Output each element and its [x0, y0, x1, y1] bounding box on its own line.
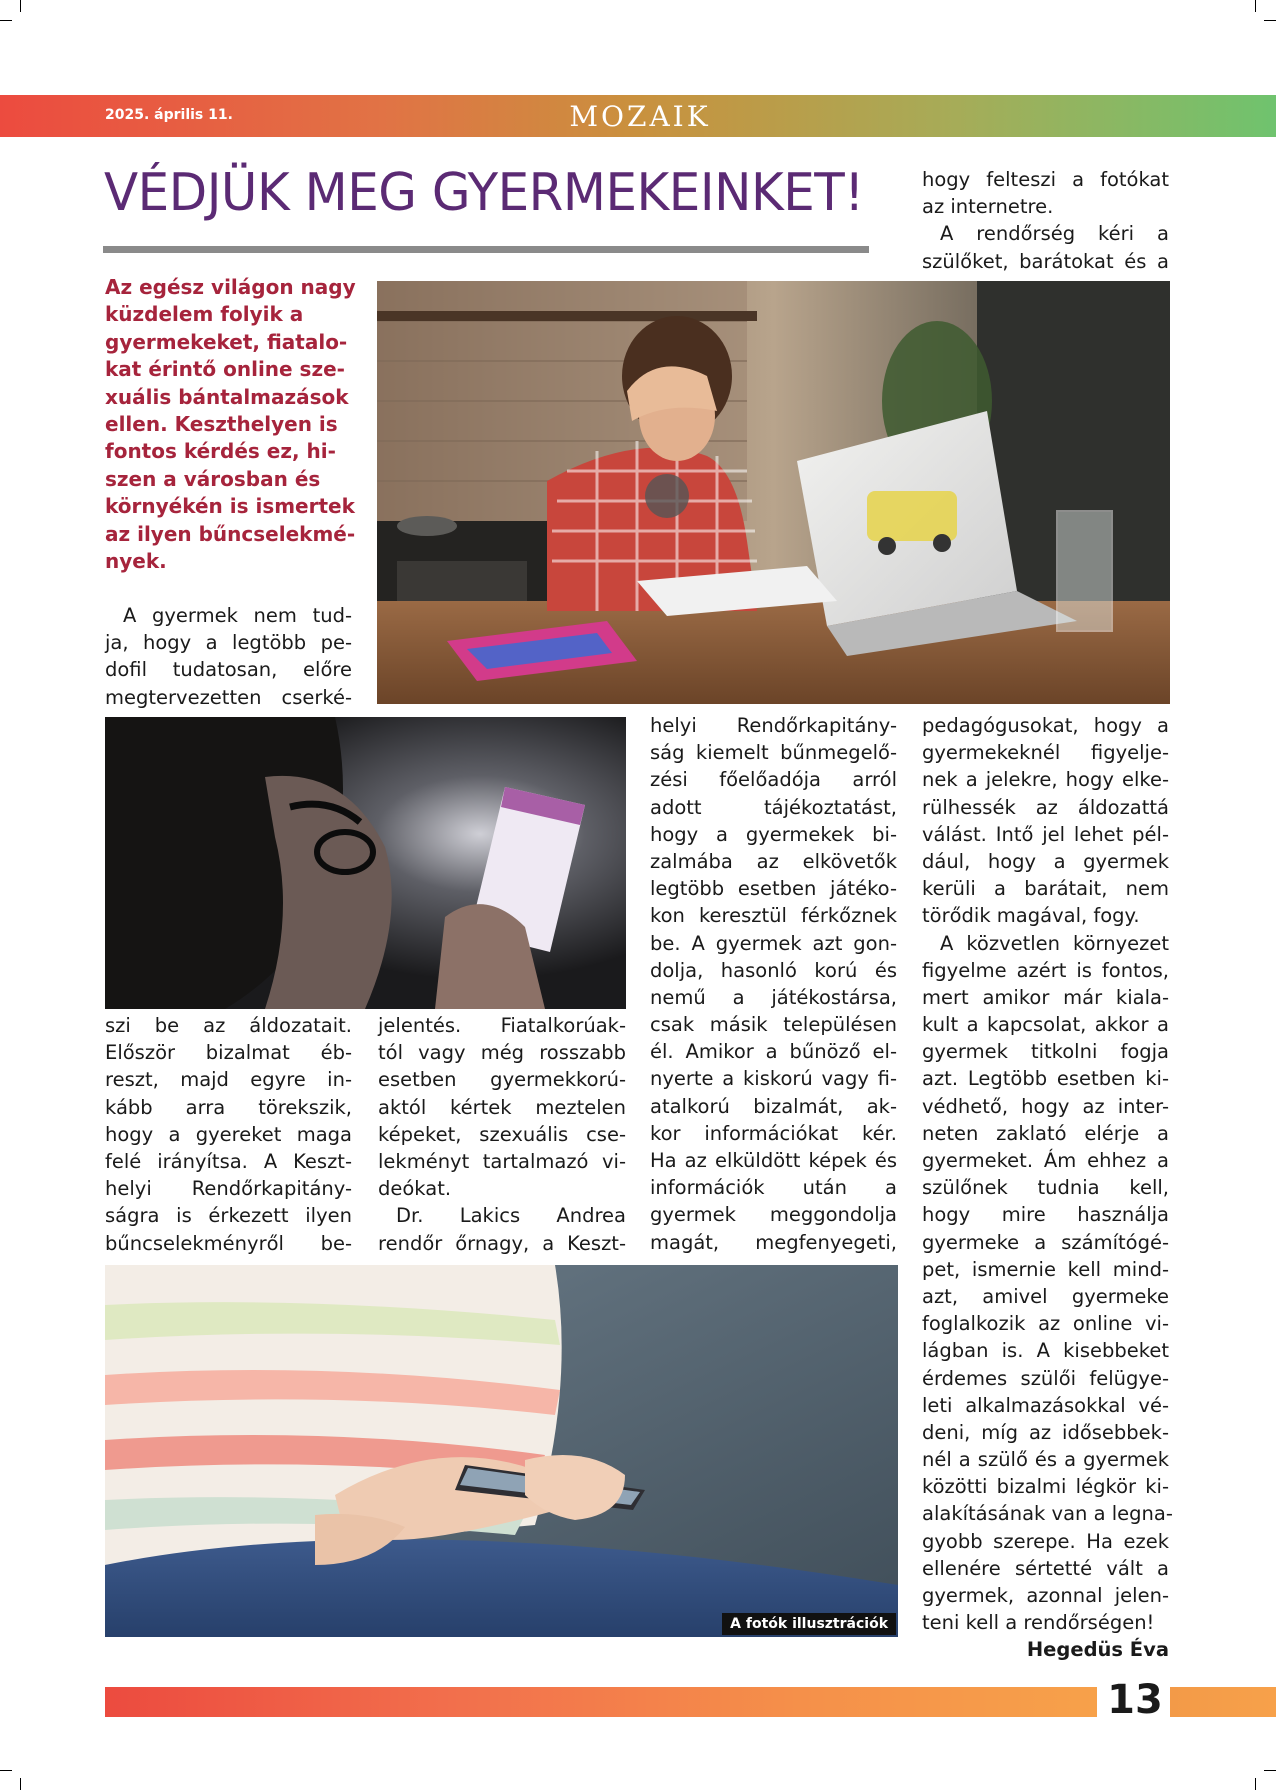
body-line: rülhessék az áldozattá — [922, 795, 1169, 819]
body-line: azt. Legtöbb esetben ki- — [922, 1067, 1169, 1091]
body-line: gyobb szerepe. Ha ezek — [922, 1529, 1169, 1553]
lead-line: szen a városban és — [105, 466, 321, 491]
body-line: gyermeke a számítógé- — [922, 1230, 1169, 1254]
body-line: kon keresztül férkőznek — [650, 904, 897, 928]
body-line: törődik magával, fogy. — [922, 904, 1140, 928]
body-line: nyerte a kiskorú vagy fi- — [650, 1067, 897, 1091]
photo-hands-with-smartphone — [105, 1265, 898, 1637]
body-line: dofil tudatosan, előre — [105, 658, 352, 682]
crop-mark — [20, 0, 21, 12]
body-line: ságra is érkezett ilyen — [105, 1204, 352, 1228]
body-line: kor információkat kér. — [650, 1121, 897, 1145]
lead-line: küzdelem folyik a — [105, 302, 304, 327]
body-line: azt, amivel gyermeke — [922, 1284, 1169, 1308]
body-line: ellenére sértetté vált a — [922, 1556, 1169, 1580]
body-line: esetben gyermekkorú- — [378, 1068, 626, 1092]
body-line: védhető, hogy az inter- — [922, 1094, 1169, 1118]
body-line: érdemes szülői felügye- — [922, 1366, 1169, 1390]
body-line: magát, megfenyegeti, — [650, 1230, 897, 1254]
footer-bar-right — [1170, 1687, 1276, 1717]
body-column-4 — [922, 712, 1173, 1664]
crop-mark — [0, 20, 12, 21]
lead-line: kat érintő online sze- — [105, 357, 345, 382]
crop-mark — [1255, 0, 1256, 12]
body-line: bűncselekményről be- — [105, 1231, 352, 1255]
body-line: hogy a gyermekek bi- — [650, 822, 897, 846]
photo-girl-with-phone — [105, 717, 626, 1009]
body-line: pedagógusokat, hogy a — [922, 714, 1169, 737]
body-line: A közvetlen környezet — [940, 931, 1169, 955]
body-line: információk után a — [650, 1176, 897, 1200]
body-line: be. A gyermek azt gon- — [650, 931, 897, 955]
body-line: helyi Rendőrkapitány- — [105, 1177, 352, 1201]
body-line: Először bizalmat éb- — [105, 1041, 352, 1065]
body-line: lágban is. A kisebbeket — [922, 1339, 1169, 1363]
body-column-1-top — [105, 602, 352, 711]
body-line: csak másik településen — [650, 1013, 897, 1037]
body-line: tól vagy még rosszabb — [378, 1041, 626, 1065]
crop-mark — [20, 1778, 21, 1790]
body-line: aktól kértek meztelen — [378, 1095, 626, 1119]
body-line: gyermek titkolni fogja — [922, 1040, 1169, 1064]
body-line: gyermeket. Ám ehhez a — [922, 1149, 1169, 1172]
body-line: mert amikor már kiala- — [922, 985, 1169, 1009]
body-line: A rendőrség kéri a — [940, 222, 1169, 246]
body-line: foglalkozik az online vi- — [922, 1312, 1169, 1336]
lead-line: az ilyen bűncselekmé- — [105, 521, 356, 546]
body-line: kult a kapcsolat, akkor a — [922, 1013, 1169, 1037]
body-line: helyi Rendőrkapitány- — [650, 714, 897, 737]
lead-line: környékén is ismertek — [105, 494, 355, 519]
body-line: neten zaklató elérje a — [922, 1121, 1169, 1145]
phone-in-dark-image — [105, 717, 626, 1009]
body-line: reszt, majd egyre in- — [105, 1068, 352, 1092]
body-line: nemű a játékostársa, — [650, 985, 897, 1009]
body-line: figyelme azért is fontos, — [922, 958, 1169, 982]
lead-line: Az egész világon nagy — [105, 275, 356, 299]
lead-line: fontos kérdés ez, hi- — [105, 439, 336, 464]
body-line: szülőnek tudnia kell, — [922, 1176, 1169, 1200]
body-line: pet, ismernie kell mind- — [922, 1257, 1169, 1281]
page-number: 13 — [1107, 1677, 1163, 1723]
body-line: A gyermek nem tud- — [123, 604, 352, 627]
body-line: nél a szülő és a gyermek — [922, 1448, 1169, 1472]
lead-line: nyek. — [105, 549, 167, 574]
body-line: képeket, szexuális cse- — [378, 1122, 626, 1146]
body-line: él. Amikor a bűnöző el- — [650, 1040, 897, 1064]
body-line: kerüli a barátait, nem — [922, 877, 1169, 901]
body-line: gyermek meggondolja — [650, 1203, 897, 1227]
body-line: gyermek, azonnal jelen- — [922, 1584, 1169, 1607]
footer-bar — [105, 1687, 1097, 1717]
body-line: az internetre. — [922, 195, 1054, 219]
body-line: atalkorú bizalmát, ak- — [650, 1094, 897, 1118]
body-line: nek a jelekre, hogy elke- — [922, 768, 1169, 792]
body-line: jelentés. Fiatalkorúak- — [378, 1014, 626, 1037]
body-line: zalmába az elkövetők — [650, 849, 897, 873]
body-line: kább arra törekszik, — [105, 1095, 352, 1119]
body-line: deni, míg az idősebbek- — [922, 1420, 1169, 1444]
issue-date: 2025. április 11. — [105, 107, 233, 123]
body-line: ja, hogy a legtöbb pe- — [105, 631, 352, 655]
laptop-scene-image — [377, 281, 1170, 704]
body-line: alakításának van a legna- — [922, 1502, 1173, 1526]
photo-child-at-laptop — [377, 281, 1170, 704]
crop-mark — [1264, 1770, 1276, 1771]
photo-caption: A fotók illusztrációk — [722, 1613, 896, 1635]
body-line: megtervezetten cserké- — [105, 685, 352, 709]
body-line: felé irányítsa. A Keszt- — [105, 1149, 352, 1173]
crop-mark — [0, 1770, 12, 1771]
body-line: hogy mire használja — [922, 1203, 1169, 1227]
lead-line: ellen. Keszthelyen is — [105, 412, 338, 437]
body-line: hogy felteszi a fotókat — [922, 168, 1169, 191]
body-column-1-bottom — [105, 1012, 352, 1257]
body-line: hogy a gyereket maga — [105, 1122, 352, 1146]
body-line: ság kiemelt bűnmegelő- — [650, 741, 897, 765]
body-line: adott tájékoztatást, — [650, 795, 897, 819]
body-line: teni kell a rendőrségen! — [922, 1611, 1155, 1635]
body-line: deókat. — [378, 1177, 452, 1201]
body-line: szülőket, barátokat és a — [922, 249, 1169, 273]
body-line: zési főelőadója arról — [650, 768, 897, 792]
body-line: leti alkalmazásokkal vé- — [922, 1393, 1169, 1417]
magazine-brand: MOZAIK — [569, 100, 711, 133]
body-line: dául, hogy a gyermek — [922, 849, 1169, 873]
crop-mark — [1264, 20, 1276, 21]
body-line: rendőr őrnagy, a Keszt- — [378, 1231, 626, 1255]
body-line: szi be az áldozatait. — [105, 1014, 352, 1037]
body-line: dolja, hasonló korú és — [650, 958, 897, 982]
lead-line: gyermekeket, fiatalo- — [105, 329, 348, 354]
body-line: legtöbb esetben játéko- — [650, 877, 897, 901]
body-line: gyermekeknél figyelje- — [922, 741, 1169, 765]
body-line: válást. Intő jel lehet pél- — [922, 822, 1169, 846]
crop-mark — [1255, 1778, 1256, 1790]
lead-line: xuális bántalmazások — [105, 384, 349, 409]
article-title: VÉDJÜK MEG GYERMEKEINKET! — [104, 163, 864, 223]
body-column-3 — [650, 712, 897, 1256]
body-line: közötti bizalmi légkör ki- — [922, 1475, 1169, 1499]
body-column-2 — [378, 1012, 626, 1257]
article-author: Hegedüs Éva — [1026, 1638, 1169, 1662]
body-line: Ha az elküldött képek és — [650, 1149, 897, 1172]
body-line: Dr. Lakics Andrea — [396, 1204, 626, 1228]
smartphone-hands-image — [105, 1265, 898, 1637]
body-column-4-top — [922, 166, 1169, 275]
body-line: lekményt tartalmazó vi- — [378, 1149, 626, 1173]
title-rule — [103, 246, 869, 253]
article-lead — [105, 274, 355, 575]
